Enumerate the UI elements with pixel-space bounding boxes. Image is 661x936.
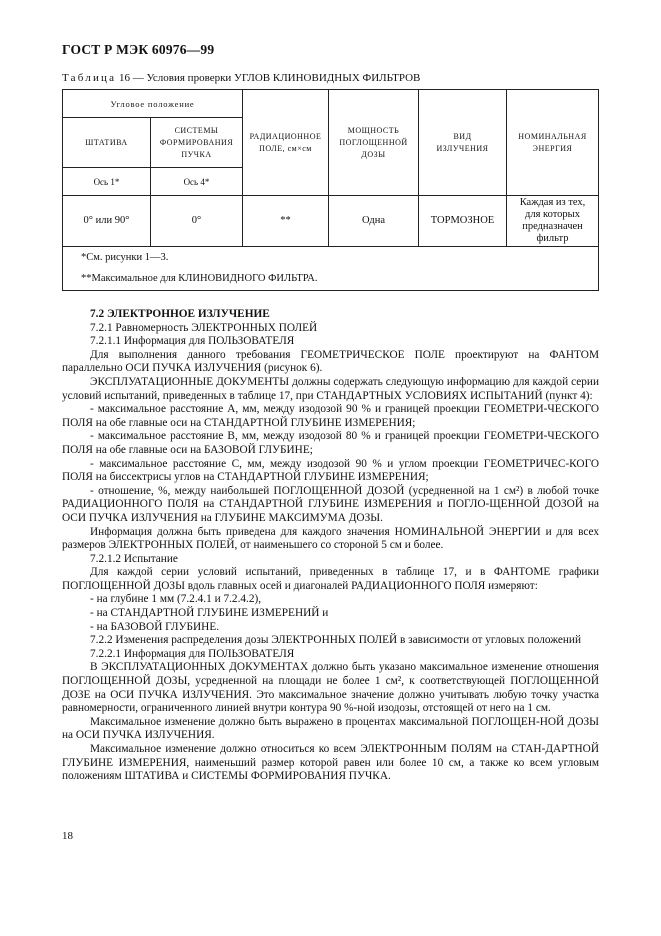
table-caption-label: Таблица — [62, 72, 117, 84]
heading-7-2-1-2: 7.2.1.2 Испытание — [90, 552, 178, 565]
table-16 — [62, 89, 599, 291]
header-nominal-energy-line1: НОМИНАЛЬНАЯ — [518, 131, 587, 141]
cell-stand-angle: 0° или 90° — [63, 196, 151, 247]
cell-energy — [507, 196, 599, 247]
cell-energy-line1: Каждая из тех, — [519, 197, 586, 208]
cell-dose-rate: Одна — [329, 196, 419, 247]
paragraph: ЭКСПЛУАТАЦИОННЫЕ ДОКУМЕНТЫ должны содержать следующую информацию для каждой серии условий испытаний, приведенных в таблице 17, при СТАНДАРТНЫХ УСЛОВИЯХ ИСПЫТАНИЙ (пункт 4): — [62, 375, 599, 402]
cell-energy-line4: фильтр — [536, 233, 569, 244]
heading-7-2: 7.2 ЭЛЕКТРОННОЕ ИЗЛУЧЕНИЕ — [90, 308, 270, 320]
cell-energy-line3: предназначен — [522, 221, 583, 232]
header-nominal-energy-line2: ЭНЕРГИЯ — [532, 143, 573, 153]
paragraph: Информация должна быть приведена для каждого значения НОМИНАЛЬНОЙ ЭНЕРГИИ и для всех размеров ЭЛЕКТРОННЫХ ПОЛЕЙ, от наименьшего со стороной 5 см и более. — [62, 525, 599, 552]
axis-stand: Ось 1* — [63, 168, 151, 196]
list-item: - на глубине 1 мм (7.2.4.1 и 7.2.4.2), — [90, 593, 262, 606]
header-dose-rate-line3: ДОЗЫ — [361, 149, 386, 159]
list-item: - отношение, %, между наибольшей ПОГЛОЩЕННОЙ ДОЗОЙ (усредненной на 1 см²) в любой точке РАДИАЦИОННОГО ПОЛЯ на СТАНДАРТНОЙ ГЛУБИНЕ ИЗМЕРЕНИЯ и ПОГЛО-ЩЕННОЙ ДОЗОЙ на ОСИ ПУЧКА ИЗЛУЧЕНИЯ на ГЛУБИНЕ МАКСИМУМА ДОЗЫ. — [62, 484, 599, 524]
list-item: - на СТАНДАРТНОЙ ГЛУБИНЕ ИЗМЕРЕНИЙ и — [90, 607, 329, 620]
header-nominal-energy — [507, 90, 599, 196]
list-item: - на БАЗОВОЙ ГЛУБИНЕ. — [90, 620, 220, 633]
document-header: ГОСТ Р МЭК 60976—99 — [62, 42, 215, 57]
paragraph: Максимальное изменение должно относиться ко всем ЭЛЕКТРОННЫМ ПОЛЯМ на СТАН-ДАРТНОЙ ГЛУБИНЕ ИЗМЕРЕНИЯ, наименьший размер которой равен или более 10 см, а также ко всем угловым положениям ШТАТИВА и СИСТЕМЫ ФОРМИРОВАНИЯ ПУЧКА. — [62, 743, 599, 783]
header-dose-rate — [329, 90, 419, 196]
paragraph: В ЭКСПЛУАТАЦИОННЫХ ДОКУМЕНТАХ должно быть указано максимальное изменение отношения ПОГЛОЩЕННОЙ ДОЗЫ, усредненной на площади не более 1 см², к соответствующей ПОГЛОЩЕННОЙ ДОЗЕ на ОСИ ПУЧКА ИЗЛУЧЕНИЯ. Это максимальное значение должно учитывать любую точку участка равномерности, ограниченного линией внутри контура 90 %-ной изодозы, отстоящей от него на 1 см. — [62, 661, 599, 715]
header-beam-system — [151, 118, 243, 168]
header-beam-system-line2: ФОРМИРОВАНИЯ — [159, 137, 234, 147]
table-note-2: **Максимальное для КЛИНОВИДНОГО ФИЛЬТРА. — [63, 269, 599, 291]
header-radiation-type — [419, 90, 507, 196]
list-item: - максимальное расстояние С, мм, между изодозой 90 % и углом проекции ГЕОМЕТРИЧЕС-КОГО ПОЛЯ на биссектрисы углов на СТАНДАРТНОЙ ГЛУБИНЕ ИЗМЕРЕНИЯ; — [62, 457, 599, 484]
header-dose-rate-line2: ПОГЛОЩЕННОЙ — [339, 137, 408, 147]
cell-field: ** — [243, 196, 329, 247]
header-radiation-type-line2: ИЗЛУЧЕНИЯ — [436, 143, 489, 153]
heading-7-2-1-1: 7.2.1.1 Информация для ПОЛЬЗОВАТЕЛЯ — [90, 335, 295, 348]
cell-beam-angle: 0° — [151, 196, 243, 247]
list-item: - максимальное расстояние В, мм, между изодозой 80 % и границей проекции ГЕОМЕТРИ-ЧЕСКОГО ПОЛЯ на обе главные оси на БАЗОВОЙ ГЛУБИНЕ; — [62, 430, 599, 456]
header-radiation-field-line1: РАДИАЦИОННОЕ — [249, 131, 322, 141]
header-radiation-field-line2: ПОЛЕ, см×см — [259, 143, 312, 153]
header-radiation-type-line1: ВИД — [453, 131, 472, 141]
axis-beam: Ось 4* — [151, 168, 243, 196]
body-text — [62, 308, 599, 784]
paragraph: Для выполнения данного требования ГЕОМЕТРИЧЕСКОЕ ПОЛЕ проектируют на ФАНТОМ параллельно ОСИ ПУЧКА ИЗЛУЧЕНИЯ (рисунок 6). — [62, 348, 599, 375]
paragraph: Максимальное изменение должно быть выражено в процентах максимальной ПОГЛОЩЕН-НОЙ ДОЗЫ на ОСИ ПУЧКА ИЗЛУЧЕНИЯ. — [62, 715, 599, 742]
heading-7-2-1: 7.2.1 Равномерность ЭЛЕКТРОННЫХ ПОЛЕЙ — [90, 321, 318, 334]
header-dose-rate-line1: МОЩНОСТЬ — [347, 125, 400, 135]
header-stand: ШТАТИВА — [63, 118, 151, 168]
paragraph: Для каждой серии условий испытаний, приведенных в таблице 17, и в ФАНТОМЕ графики ПОГЛОЩЕННОЙ ДОЗЫ вдоль главных осей и диагоналей РАДИАЦИОННОГО ПОЛЯ измеряют: — [62, 566, 599, 592]
heading-7-2-2-1: 7.2.2.1 Информация для ПОЛЬЗОВАТЕЛЯ — [90, 647, 295, 660]
header-radiation-field — [243, 90, 329, 196]
table-caption — [62, 72, 420, 84]
header-angular-position: Угловое положение — [63, 90, 243, 118]
heading-7-2-2: 7.2.2 Изменения распределения дозы ЭЛЕКТРОННЫХ ПОЛЕЙ в зависимости от угловых положений — [90, 634, 581, 647]
table-note-1: *См. рисунки 1—3. — [63, 247, 599, 269]
header-beam-system-line1: СИСТЕМЫ — [174, 125, 219, 135]
cell-energy-line2: для которых — [525, 209, 580, 220]
cell-radiation-type: ТОРМОЗНОЕ — [419, 196, 507, 247]
table-caption-title: 16 — Условия проверки УГЛОВ КЛИНОВИДНЫХ ФИЛЬТРОВ — [116, 72, 421, 84]
header-beam-system-line3: ПУЧКА — [181, 149, 212, 159]
list-item: - максимальное расстояние А, мм, между изодозой 90 % и границей проекции ГЕОМЕТРИ-ЧЕСКОГО ПОЛЯ на обе главные оси на СТАНДАРТНОЙ ГЛУБИНЕ ИЗМЕРЕНИЯ; — [62, 403, 599, 429]
page-number: 18 — [62, 830, 73, 842]
